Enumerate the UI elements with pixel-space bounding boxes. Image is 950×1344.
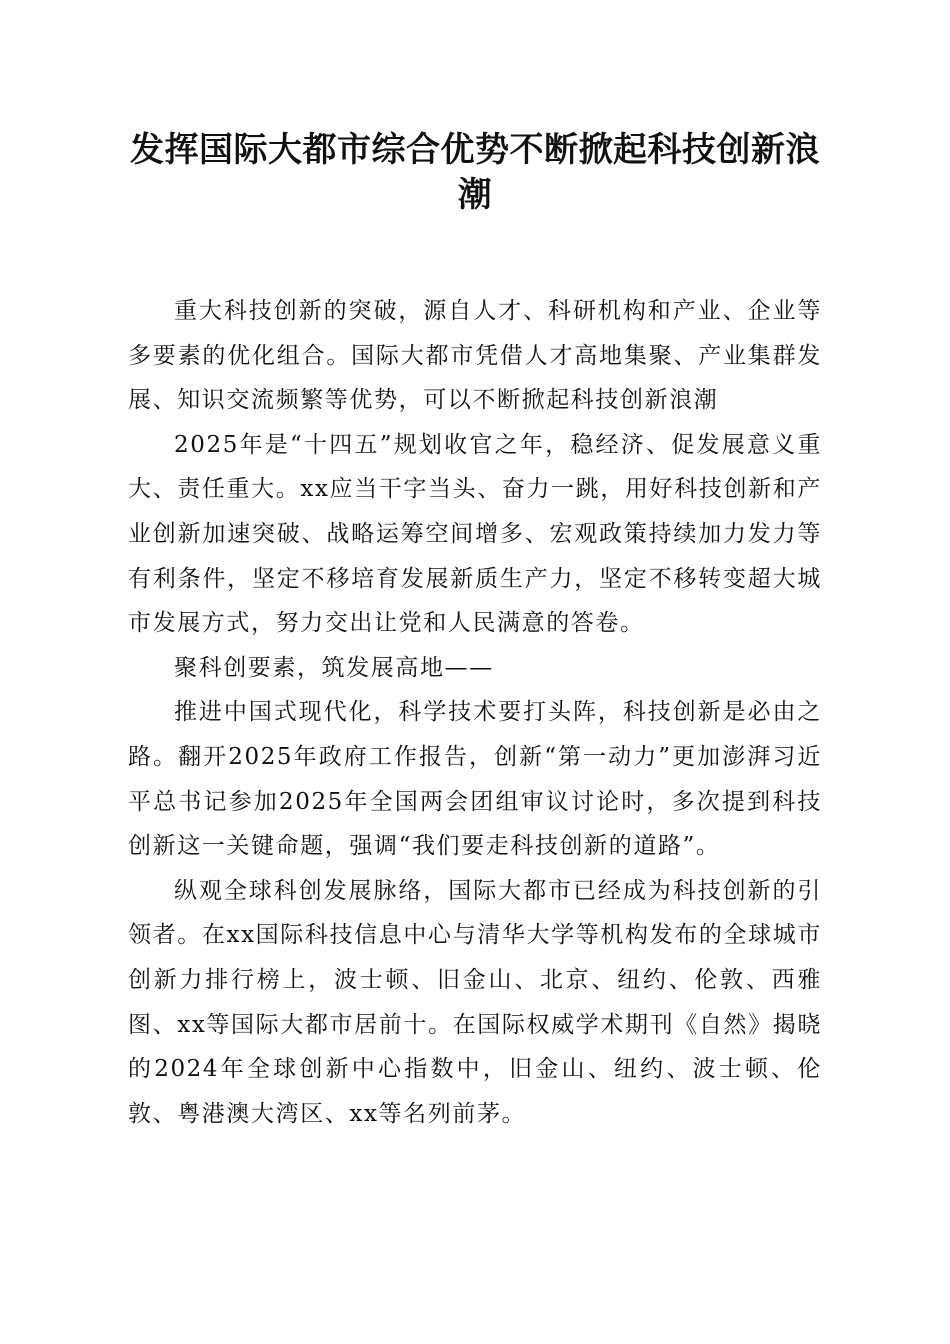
paragraph-1: 重大科技创新的突破，源自人才、科研机构和产业、企业等多要素的优化组合。国际大都市凭借人才高地集聚、产业集群发展、知识交流频繁等优势，可以不断掀起科技创新浪潮 — [128, 298, 822, 414]
paragraph-3: 聚科创要素，筑发展高地—— — [174, 654, 494, 681]
paragraph-4: 推进中国式现代化，科学技术要打头阵，科技创新是必由之路。翻开2025年政府工作报告，创新“第一动力”更加澎湃习近平总书记参加2025年全国两会团组审议讨论时，多次提到科技创新这一关键命题，强调“我们要走科技创新的道路”。 — [128, 699, 822, 860]
paragraph-5: 纵观全球科创发展脉络，国际大都市已经成为科技创新的引领者。在xx国际科技信息中心与清华大学等机构发布的全球城市创新力排行榜上，波士顿、旧金山、北京、纽约、伦敦、西雅图、xx等国际大都市居前十。在国际权威学术期刊《自然》揭晓的2024年全球创新中心指数中，旧金山、纽约、波士顿、伦敦、粤港澳大湾区、xx等名列前茅。 — [128, 877, 822, 1127]
document-title: 发挥国际大都市综合优势不断掀起科技创新浪潮 — [130, 130, 820, 215]
document-body — [128, 289, 822, 1136]
paragraph-2: 2025年是“十四五”规划收官之年，稳经济、促发展意义重大、责任重大。xx应当干字当头、奋力一跳，用好科技创新和产业创新加速突破、战略运筹空间增多、宏观政策持续加力发力等有利条件，坚定不移培育发展新质生产力，坚定不移转变超大城市发展方式，努力交出让党和人民满意的答卷。 — [128, 431, 822, 637]
